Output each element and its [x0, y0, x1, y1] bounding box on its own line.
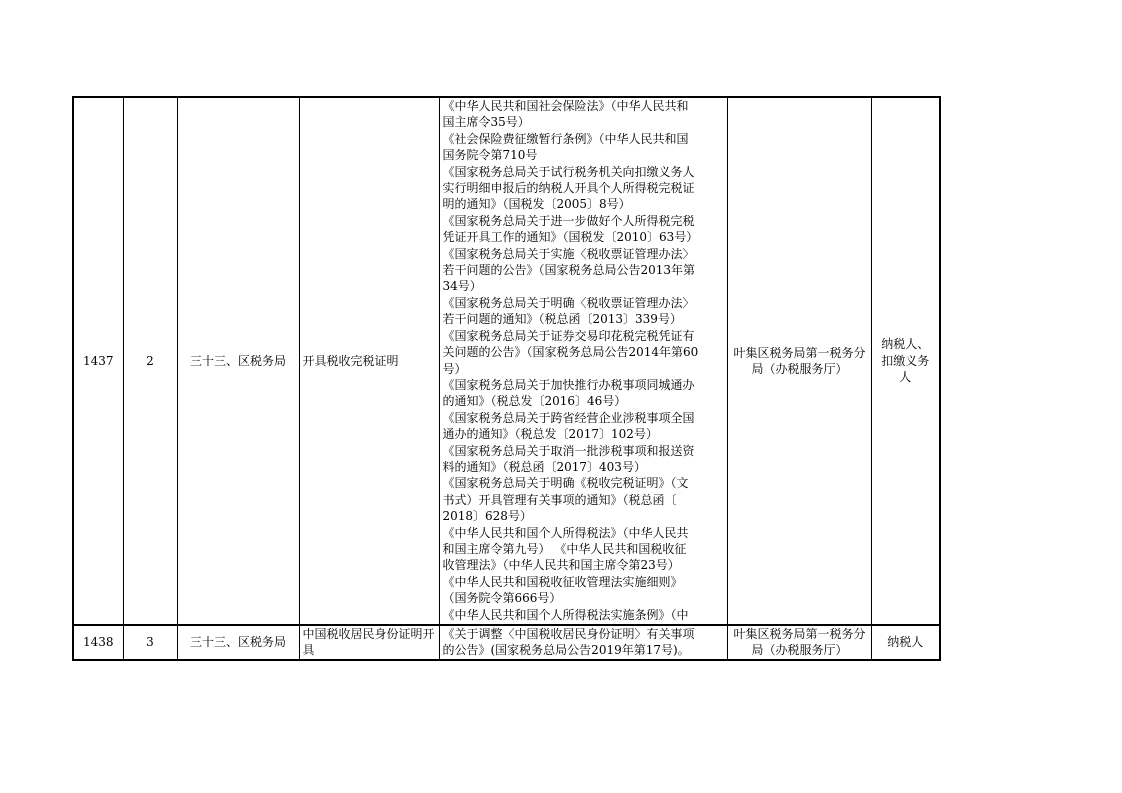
department-cell — [727, 625, 871, 660]
legal-basis-line: 《中华人民共和国税收征收管理法实施细则》 — [442, 574, 683, 589]
row-number: 1437 — [73, 97, 123, 625]
row-number: 1438 — [73, 625, 123, 660]
legal-basis-cell — [439, 625, 727, 660]
legal-basis-line: （国务院令第666号） — [442, 591, 562, 606]
legal-basis-line: 和国主席令第九号） 《中华人民共和国税收征 — [442, 541, 687, 556]
service-items-table — [72, 96, 941, 661]
legal-basis-line: 料的通知》（税总函〔2017〕403号） — [442, 459, 646, 474]
legal-basis-line: 通办的通知》（税总发〔2017〕102号） — [442, 427, 658, 442]
department-text: 叶集区税务局第一税务分局（办税服务厅） — [733, 345, 866, 376]
legal-basis-line: 2018〕628号） — [442, 509, 532, 524]
sub-number: 3 — [123, 625, 177, 660]
legal-basis-cell — [439, 97, 727, 625]
target-cell — [871, 97, 940, 625]
legal-basis-lines — [443, 98, 724, 623]
legal-basis-line: 书式）开具管理有关事项的通知》（税总函〔 — [442, 492, 677, 507]
legal-basis-line: 收管理法》（中华人民共和国主席令第23号） — [442, 558, 680, 573]
item-name-cell: 开具税收完税证明 — [299, 97, 439, 625]
legal-basis-line: 《社会保险费征缴暂行条例》（中华人民共和国 — [442, 131, 689, 146]
sub-number: 2 — [123, 97, 177, 625]
legal-basis-line: 的公告》(国家税务总局公告2019年第17号)。 — [442, 643, 690, 658]
legal-basis-line: 号） — [442, 361, 467, 376]
legal-basis-line: 《关于调整〈中国税收居民身份证明〉有关事项 — [442, 627, 695, 641]
legal-basis-line: 的通知》（税总发〔2016〕46号） — [442, 394, 627, 409]
legal-basis-line: 若干问题的通知》（税总函〔2013〕339号） — [442, 312, 682, 327]
agency-cell: 三十三、区税务局 — [177, 97, 299, 625]
legal-basis-line: 《国家税务总局关于试行税务机关向扣缴义务人 — [442, 164, 695, 179]
target-cell: 纳税人 — [871, 625, 940, 660]
legal-basis-lines — [443, 626, 724, 659]
legal-basis-line: 国主席令35号） — [442, 115, 530, 130]
legal-basis-line: 《国家税务总局关于证券交易印花税完税凭证有 — [442, 328, 695, 343]
legal-basis-line: 国务院令第710号 — [442, 148, 538, 163]
legal-basis-line: 《中华人民共和国个人所得税法实施条例》（中 — [442, 607, 689, 622]
legal-basis-line: 《中华人民共和国社会保险法》（中华人民共和 — [442, 99, 689, 113]
legal-basis-line: 《国家税务总局关于取消一批涉税事项和报送资 — [442, 443, 695, 458]
legal-basis-line: 《国家税务总局关于进一步做好个人所得税完税 — [442, 213, 695, 228]
legal-basis-line: 《国家税务总局关于实施〈税收票证管理办法〉 — [442, 246, 695, 261]
legal-basis-line: 《国家税务总局关于加快推行办税事项同城通办 — [442, 377, 695, 392]
legal-basis-line: 《国家税务总局关于明确〈税收票证管理办法〉 — [442, 295, 695, 310]
legal-basis-line: 《国家税务总局关于跨省经营企业涉税事项全国 — [442, 410, 695, 425]
legal-basis-line: 实行明细申报后的纳税人开具个人所得税完税证 — [442, 181, 695, 196]
legal-basis-line: 明的通知》（国税发〔2005〕8号） — [442, 197, 631, 212]
legal-basis-line: 凭证开具工作的通知》（国税发〔2010〕63号） — [442, 230, 699, 245]
item-name-cell: 中国税收居民身份证明开具 — [299, 625, 439, 660]
legal-basis-line: 《中华人民共和国个人所得税法》（中华人民共 — [442, 525, 689, 540]
table-row — [73, 625, 940, 660]
legal-basis-line: 关问题的公告》（国家税务总局公告2014年第60 — [442, 345, 699, 360]
department-cell — [727, 97, 871, 625]
legal-basis-line: 《国家税务总局关于明确《税收完税证明》（文 — [442, 476, 689, 491]
legal-basis-line: 34号） — [442, 279, 482, 294]
agency-cell: 三十三、区税务局 — [177, 625, 299, 660]
target-text: 纳税人、扣缴义务人 — [881, 337, 930, 385]
legal-basis-line: 若干问题的公告》（国家税务总局公告2013年第 — [442, 263, 696, 278]
table-row — [73, 97, 940, 625]
department-text: 叶集区税务局第一税务分局（办税服务厅） — [733, 627, 866, 658]
